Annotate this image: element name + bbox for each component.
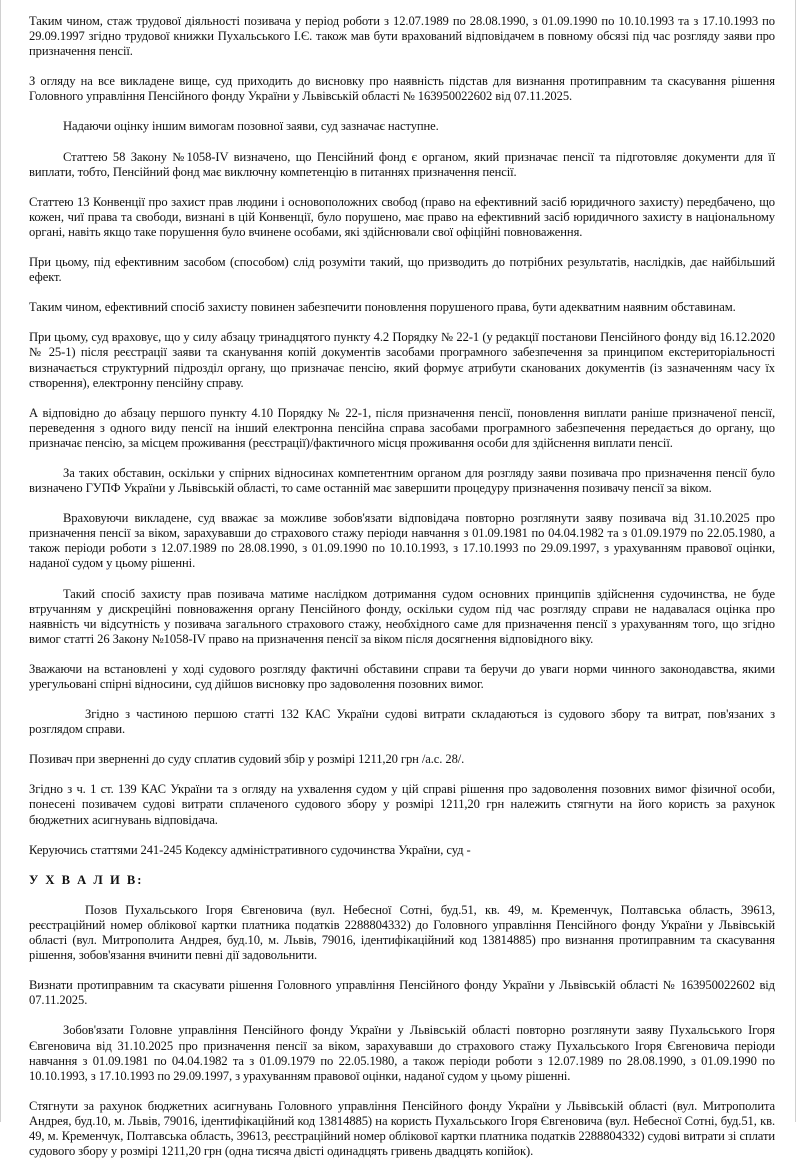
paragraph-16: Згідно з ч. 1 ст. 139 КАС України та з огляду на ухвалення судом у цій справі рішення про задоволення позовних вимог фізичної особи, понесені позивачем судові витрати сплаченого судового збору у розмірі 1211,20 грн належить стягнути на його користь за рахунок бюджетних асигнувань відповідача. [29, 782, 775, 827]
paragraph-8: При цьому, суд враховує, що у силу абзацу тринадцятого пункту 4.2 Порядку № 22-1 (у редакції постанови Пенсійного фонду від 16.12.2020 № 25-1) після реєстрації заяви та сканування копій документів засобами програмного забезпечення за принципом екстериторіальності визначається структурний підрозділ органу, що призначає пенсію, який формує атрибути сканованих документів (із зазначенням часу їх створення), електронну пенсійну справу. [29, 330, 775, 390]
paragraph-17: Керуючись статтями 241-245 Кодексу адміністративного судочинства України, суд - [29, 842, 471, 857]
paragraph-12: Такий спосіб захисту прав позивача матиме наслідком дотримання судом основних принципів здійснення судочинства, не буде втручанням у дискреційні повноваження органу Пенсійного фонду, оскільки судом під час розгляду справи не надавалася оцінка про наявність чи відсутність у позивача загального страхового стажу, необхідного саме для призначення пенсії з урахуванням того, що згідно вимог статті 26 Закону №1058-IV право на призначення пенсії за віком після досягнення відповідного віку. [29, 586, 775, 646]
paragraph-11: Враховуючи викладене, суд вважає за можливе зобов'язати відповідача повторно розглянути заяву позивача від 31.10.2025 про призначення пенсії за віком, зарахувавши до страхового стажу періоди навчання з 01.09.1981 по 04.04.1982 та з 01.09.1979 по 22.05.1980, а також періоди роботи з 12.07.1989 по 28.08.1990, з 01.09.1990 по 10.10.1993, з 17.10.1993 по 29.09.1997, з урахуванням правової оцінки, наданої судом у цьому рішенні. [29, 511, 775, 571]
paragraph-13: Зважаючи на встановлені у ході судового розгляду фактичні обставини справи та беручи до уваги норми чинного законодавства, якими урегульовані спірні відносини, суд дійшов висновку про задоволення позовних вимог. [29, 661, 775, 691]
paragraph-5: Статтею 13 Конвенції про захист прав людини і основоположних свобод (право на ефективний засіб юридичного захисту) передбачено, що кожен, чиї права та свободи, визнані в цій Конвенції, було порушено, має право на ефективний засіб юридичного захисту в національному органі, навіть якщо таке порушення було вчинене особами, які здійснювали свої офіційні повноваження. [29, 194, 775, 239]
paragraph-9: А відповідно до абзацу першого пункту 4.10 Порядку № 22-1, після призначення пенсії, поновлення виплати раніше призначеної пенсії, переведення з одного виду пенсії на інший електронна пенсійна справа засобами програмного забезпечення передається до органу, що призначає пенсію, за місцем проживання (реєстрації)/фактичного місця проживання особи для здійснення виплати пенсії. [29, 405, 775, 450]
paragraph-6: При цьому, під ефективним засобом (способом) слід розуміти такий, що призводить до потрібних результатів, наслідків, дає найбільший ефект. [29, 255, 775, 285]
paragraph-15: Позивач при зверненні до суду сплатив судовий збір у розмірі 1211,20 грн /а.с. 28/. [29, 752, 465, 767]
paragraph-20: Зобов'язати Головне управління Пенсійного фонду України у Львівській області повторно розглянути заяву Пухальського Ігоря Євгеновича від 31.10.2025 про призначення пенсії за віком, зарахувавши до страхового стажу Пухальського Ігоря Євгеновича періоди навчання з 01.09.1981 по 04.04.1982 та з 01.09.1979 по 22.05.1980, а також періоди роботи з 12.07.1989 по 28.08.1990, з 01.09.1990 по 10.10.1993, з 17.10.1993 по 29.09.1997, з урахуванням правової оцінки, наданої судом у цьому рішенні. [29, 1023, 775, 1083]
paragraph-1: Таким чином, стаж трудової діяльності позивача у період роботи з 12.07.1989 по 28.08.1990, з 01.09.1990 по 10.10.1993 та з 17.10.1993 по 29.09.1997 згідно трудової книжки Пухальського І.Є. також мав бути врахований відповідачем в повному обсязі під час розгляду заяви про призначення пенсії. [29, 14, 775, 59]
paragraph-18: Позов Пухальського Ігоря Євгеновича (вул. Небесної Сотні, буд.51, кв. 49, м. Кременчук, Полтавська область, 39613, реєстраційний номер облікової картки платника податків 2288804332) до Головного управління Пенсійного фонду України у Львівській області (вул. Митрополита Андрея, буд.10, м. Львів, 79016, ідентифікаційний код 13814885) про визнання протиправним та скасування рішення, зобов'язання вчинити певні дії задовольнити. [29, 902, 775, 963]
paragraph-19: Визнати протиправним та скасувати рішення Головного управління Пенсійного фонду України у Львівській області № 163950022602 від 07.11.2025. [29, 978, 775, 1008]
resolution-heading: У Х В А Л И В: [29, 872, 144, 887]
paragraph-2: З огляду на все викладене вище, суд приходить до висновку про наявність підстав для визнання протиправним та скасування рішення Головного управління Пенсійного фонду України у Львівській області № 163950022602 від 07.11.2025. [29, 74, 775, 104]
paragraph-21: Стягнути за рахунок бюджетних асигнувань Головного управління Пенсійного фонду України у Львівській області (вул. Митрополита Андрея, буд.10, м. Львів, 79016, ідентифікаційний код 13814885) на користь Пухальського Ігоря Євгеновича (вул. Небесної Сотні, буд.51, кв. 49, м. Кременчук, Полтавська область, 39613, реєстраційний номер облікової картки платника податків 2288804332) судові витрати зі сплати судового збору у розмірі 1211,20 грн (одна тисяча двісті одинадцять гривень двадцять копійок). [29, 1098, 775, 1159]
paragraph-14: Згідно з частиною першою статті 132 КАС України судові витрати складаються із судового збору та витрат, пов'язаних з розглядом справи. [29, 707, 775, 737]
paragraph-7: Таким чином, ефективний спосіб захисту повинен забезпечити поновлення порушеного права, бути адекватним наявним обставинам. [29, 300, 736, 315]
paragraph-10: За таких обставин, оскільки у спірних відносинах компетентним органом для розгляду заяви позивача про призначення пенсії було визначено ГУПФ України у Львівській області, то саме останній має завершити процедуру призначення позивачу пенсії за віком. [29, 465, 775, 496]
paragraph-3: Надаючи оцінку іншим вимогам позовної заяви, суд зазначає наступне. [63, 119, 439, 134]
paragraph-4: Статтею 58 Закону №1058-IV визначено, що Пенсійний фонд є органом, який призначає пенсії та підготовляє документи для її виплати, тобто, Пенсійний фонд має виключну компетенцію в питаннях призначення пенсії. [29, 149, 775, 179]
